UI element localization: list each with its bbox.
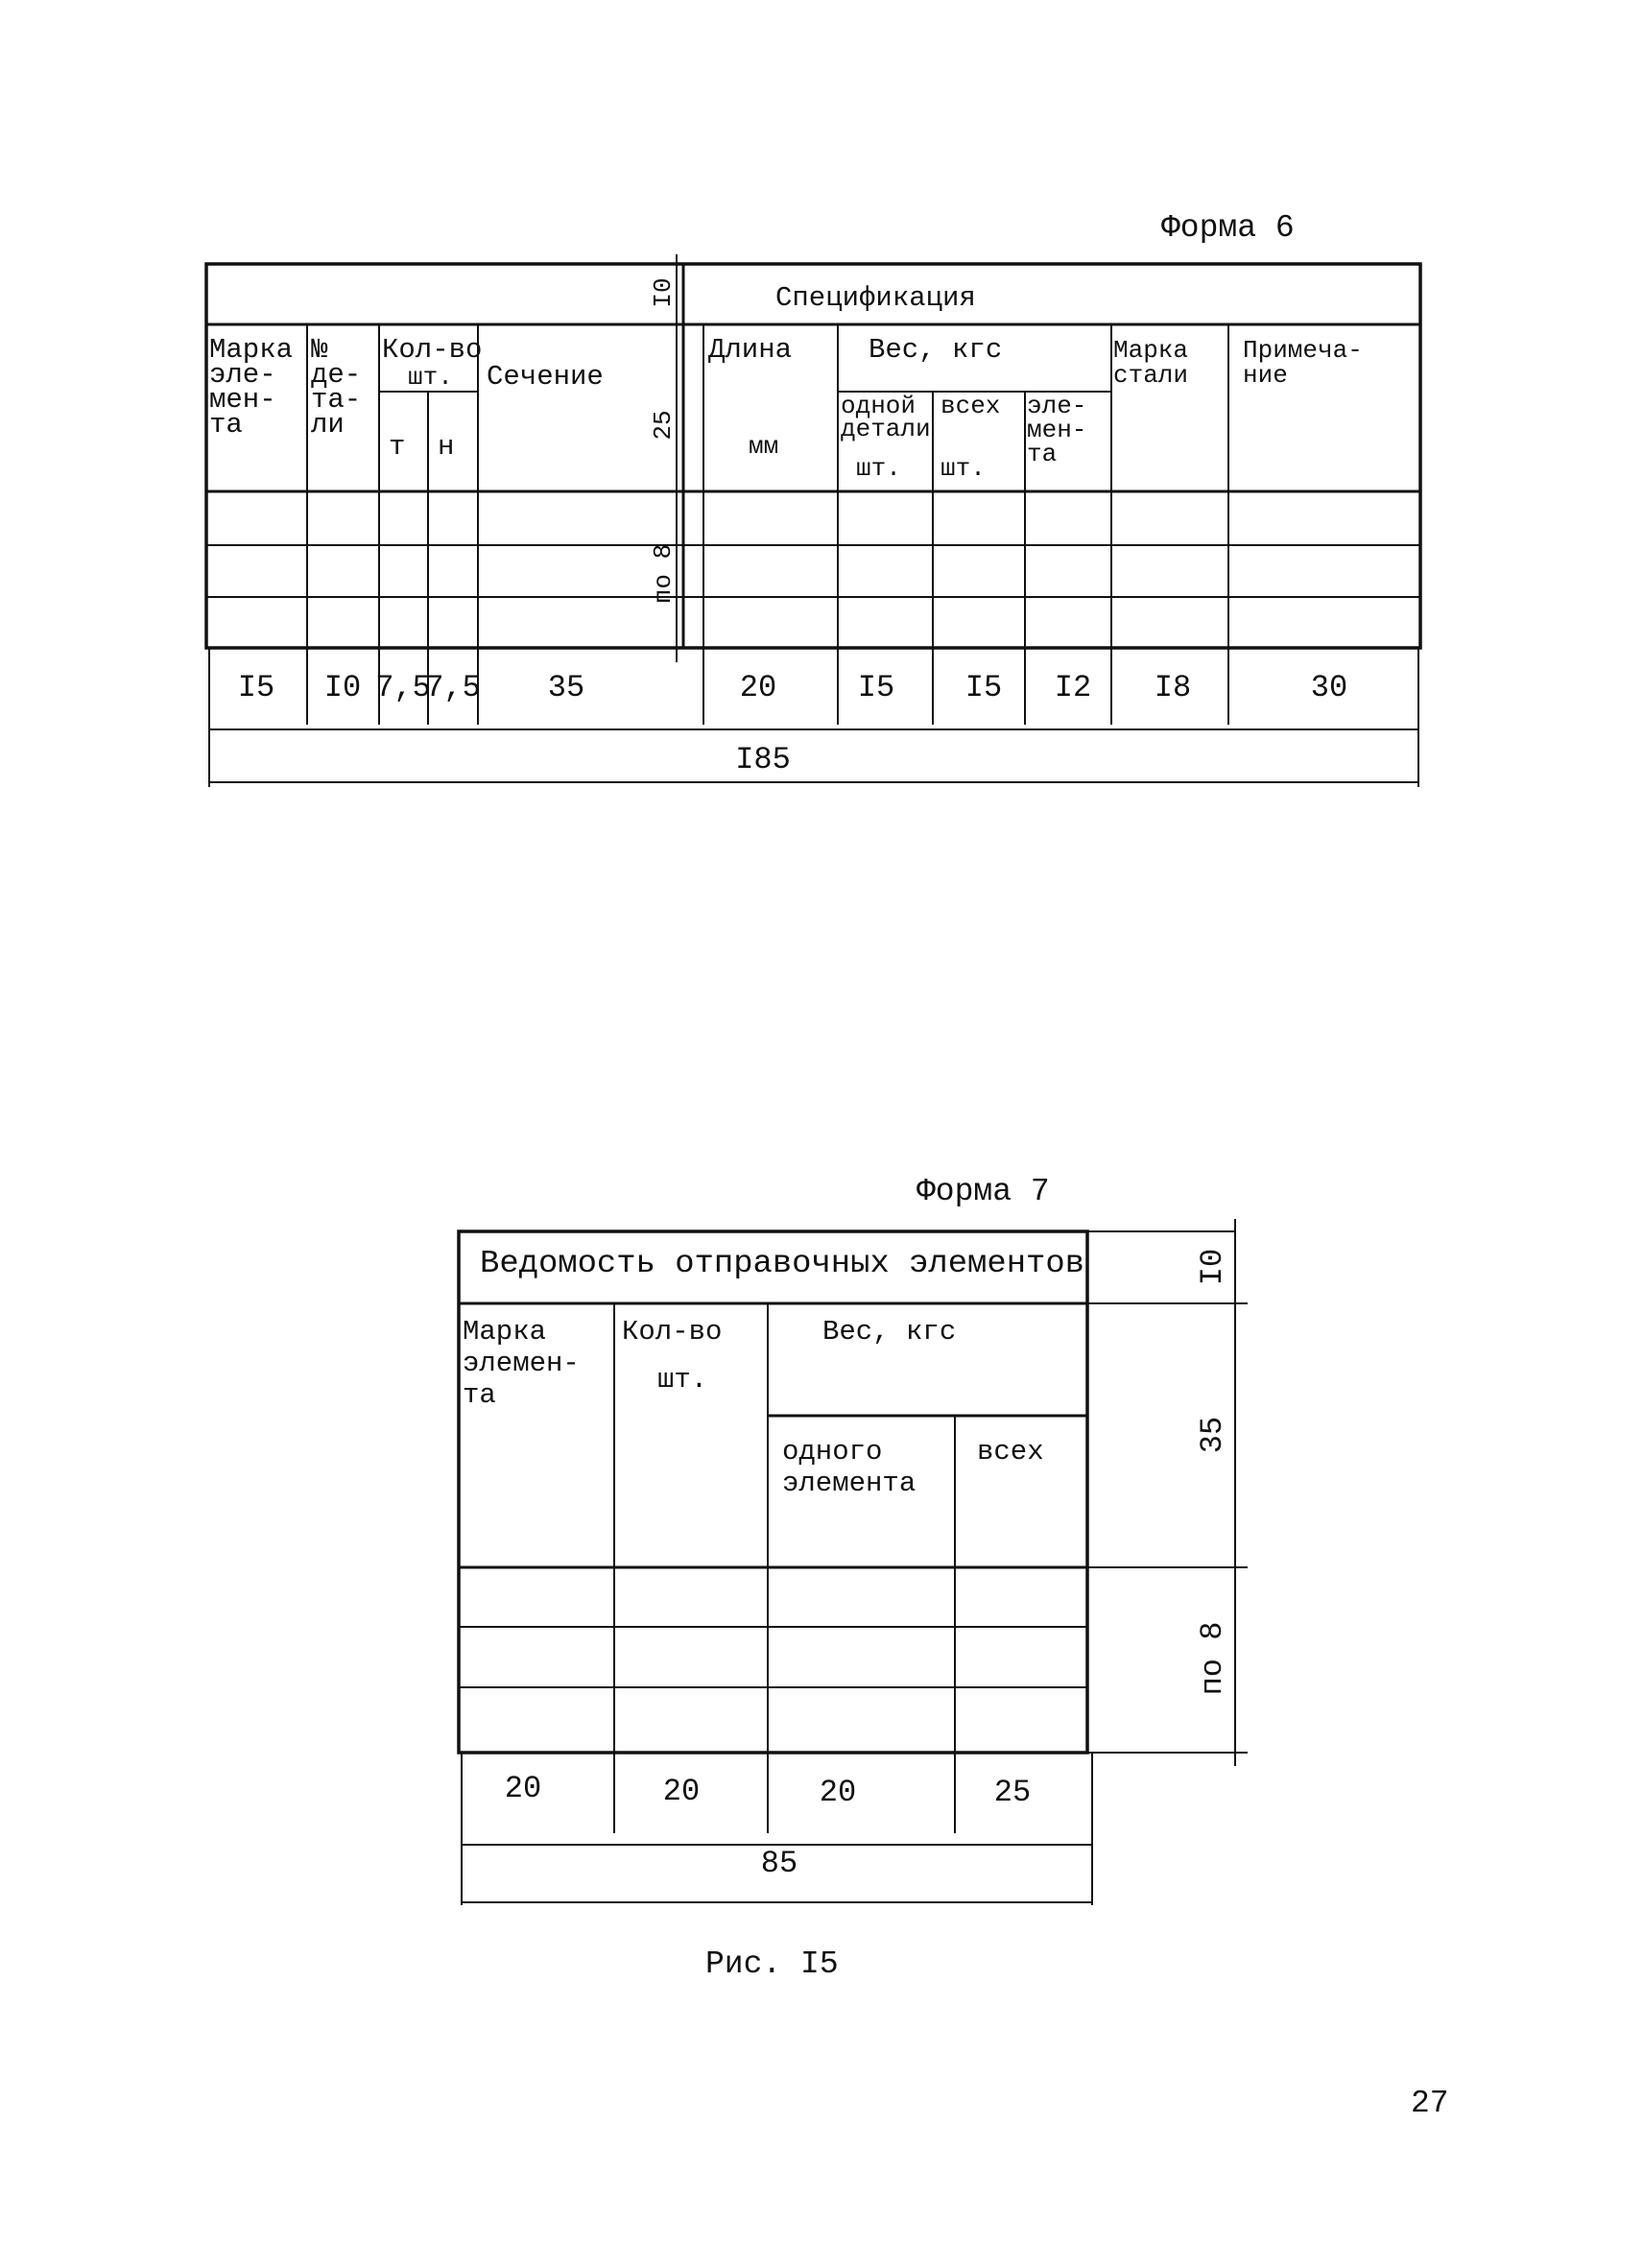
form6-header-steel-mark <box>1113 336 1188 390</box>
form6-col-width-6: 20 <box>739 670 777 705</box>
svg-text:де-: де- <box>311 359 362 391</box>
svg-text:Кол-во: Кол-во <box>622 1316 723 1348</box>
svg-text:шт.: шт. <box>941 454 986 483</box>
svg-text:элемен-: элемен- <box>463 1348 580 1379</box>
svg-text:Марка: Марка <box>209 334 294 366</box>
form6 <box>206 210 1420 787</box>
form6-header-part-no <box>311 334 361 441</box>
form6-header-length-unit: мм <box>749 432 779 461</box>
svg-text:шт.: шт. <box>657 1364 708 1396</box>
form7-frame <box>459 1231 1087 1753</box>
form6-title: Спецификация <box>775 282 976 314</box>
svg-text:ли: ли <box>311 409 345 441</box>
form6-header-weight: Вес, кгс <box>869 334 1003 366</box>
svg-text:мен-: мен- <box>209 384 276 416</box>
form6-header-qty-n: н <box>438 431 455 463</box>
svg-text:шт.: шт. <box>856 454 901 483</box>
svg-text:одной: одной <box>841 392 917 420</box>
svg-text:№: № <box>311 334 328 366</box>
svg-text:элемента: элемента <box>782 1468 917 1499</box>
form7-header-weight-one <box>782 1436 916 1499</box>
svg-text:стали: стали <box>1113 361 1189 390</box>
svg-text:та: та <box>1027 440 1058 468</box>
form6-dim-title-row: I0 <box>649 277 678 308</box>
form6-header-section: Сечение <box>487 361 604 393</box>
form6-col-width-10: I8 <box>1154 670 1192 705</box>
form6-col-width-2: I0 <box>323 670 362 705</box>
form6-header-weight-one <box>841 392 931 483</box>
form6-header-mark-element <box>209 334 293 441</box>
form7-header-weight: Вес, кгс <box>822 1316 957 1348</box>
form6-header-qty-unit: шт. <box>408 363 453 392</box>
svg-text:та-: та- <box>311 384 362 416</box>
svg-text:детали: детали <box>841 415 931 443</box>
form6-col-width-7: I5 <box>857 670 895 705</box>
svg-text:ние: ние <box>1243 361 1288 390</box>
form6-dim-data-rows: по 8 <box>649 543 678 605</box>
form6-header-weight-element <box>1027 392 1086 468</box>
form7-header-mark-element <box>463 1316 580 1411</box>
form6-col-width-4: 7,5 <box>425 670 481 705</box>
svg-text:Марка: Марка <box>463 1316 547 1348</box>
figure-caption: Рис. I5 <box>705 1946 839 1982</box>
svg-text:эле-: эле- <box>1027 392 1087 420</box>
form7-col-width-4: 25 <box>993 1775 1032 1810</box>
svg-text:та: та <box>209 409 243 441</box>
form6-dim-header-row: 25 <box>649 410 678 441</box>
page-number: 27 <box>1411 2086 1449 2121</box>
form6-header-length: Длина <box>708 334 793 366</box>
svg-text:та: та <box>463 1379 496 1411</box>
form6-total-width: I85 <box>735 742 791 777</box>
form7-dim-header-row: 35 <box>1195 1416 1230 1454</box>
form6-header-note <box>1243 336 1363 390</box>
form7-col-width-2: 20 <box>662 1774 701 1809</box>
form6-col-width-3: 7,5 <box>375 670 431 705</box>
form7-header-qty <box>622 1316 722 1396</box>
form7-caption: Форма 7 <box>917 1174 1050 1209</box>
form6-col-width-1: I5 <box>237 670 275 705</box>
form6-col-width-11: 30 <box>1310 670 1348 705</box>
form6-col-width-9: I2 <box>1054 670 1092 705</box>
form7 <box>459 1174 1248 1905</box>
form7-total-width: 85 <box>760 1846 798 1881</box>
form7-col-width-1: 20 <box>504 1771 542 1806</box>
form6-caption: Форма 6 <box>1161 210 1295 246</box>
form6-header-weight-all <box>941 392 1000 483</box>
form7-col-width-3: 20 <box>819 1775 857 1810</box>
svg-text:Марка: Марка <box>1113 336 1189 365</box>
form7-title: Ведомость отправочных элементов <box>480 1246 1084 1281</box>
form6-header-qty: Кол-во <box>382 334 483 366</box>
form7-dim-title-row: I0 <box>1195 1248 1230 1286</box>
svg-text:Примеча-: Примеча- <box>1243 336 1363 365</box>
form7-header-weight-all: всех <box>977 1436 1044 1468</box>
form6-col-width-5: 35 <box>547 670 585 705</box>
svg-text:одного: одного <box>782 1436 883 1468</box>
svg-text:всех: всех <box>941 392 1001 420</box>
form7-dim-data-rows: по 8 <box>1195 1621 1230 1696</box>
svg-text:мен-: мен- <box>1027 416 1087 444</box>
svg-text:эле-: эле- <box>209 359 276 391</box>
form6-col-width-8: I5 <box>964 670 1003 705</box>
form6-header-qty-t: т <box>389 431 406 463</box>
